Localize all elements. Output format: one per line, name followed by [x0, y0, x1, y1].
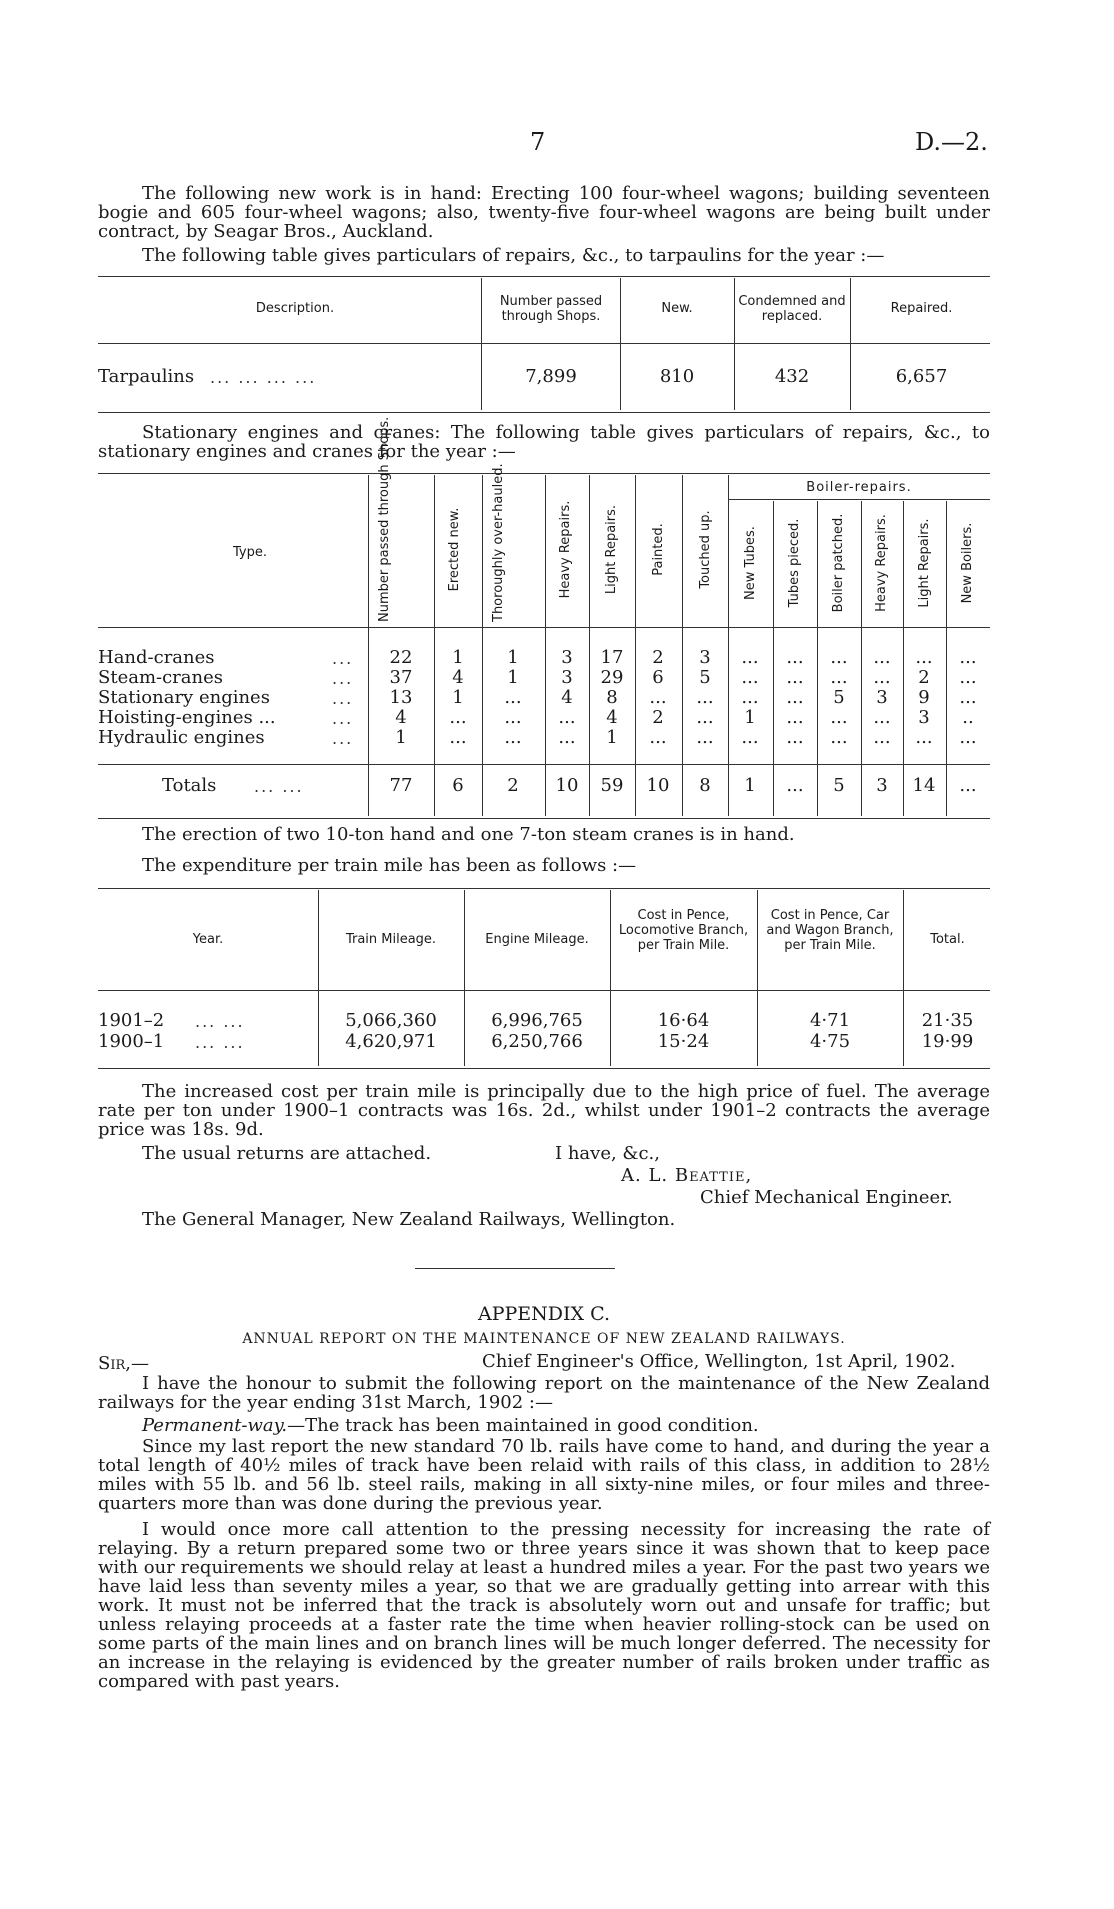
col-new-tubes: New Tubes.: [743, 526, 758, 600]
table-cell: 6: [652, 667, 664, 688]
table-cell: ...: [741, 687, 759, 708]
total-cost-cell: 21·35: [921, 1010, 974, 1031]
table-cell: ..: [962, 707, 974, 728]
col-cost-car: Cost in Pence, Car and Wagon Branch, per Train Mile.: [766, 908, 894, 953]
row-leader-dots: ...: [332, 689, 354, 708]
total-cell: 10: [555, 775, 579, 796]
table-cell: 3: [876, 687, 888, 708]
returns-note: The usual returns are attached.: [142, 1143, 432, 1164]
row-type-label: Hydraulic engines: [98, 727, 265, 748]
table-cell: ...: [786, 707, 804, 728]
col-boiler-patched: Boiler patched.: [831, 513, 846, 613]
row-type-label: Stationary engines: [98, 687, 270, 708]
table-cell: ...: [649, 687, 667, 708]
permanent-way-label: Permanent-way.: [142, 1415, 288, 1436]
table-cell: ...: [873, 707, 891, 728]
table-cell: 8: [606, 687, 618, 708]
table-cell: ...: [696, 687, 714, 708]
tarpaulin-intro: The following table gives particulars of repairs, &c., to tarpaulins for the year :—: [142, 245, 885, 266]
table-cell: 1: [507, 647, 519, 668]
col-train-mileage: Train Mileage.: [345, 932, 437, 947]
table-cell: 1: [507, 667, 519, 688]
total-cell: 5: [833, 775, 845, 796]
row-leader-dots: ... ...: [195, 1012, 245, 1031]
fuel-paragraph: The increased cost per train mile is principally due to the high price of fuel. The average rate per ton under 1900–1 contracts was 16s. 2d., whilst under 1901–2 contracts the average price was 18s. 9d.: [98, 1081, 990, 1140]
table-cell: ...: [696, 727, 714, 748]
table-cell: ...: [959, 647, 977, 668]
row-type-label: Hoisting-engines ...: [98, 707, 276, 728]
col-description: Description.: [255, 301, 335, 316]
total-cell: 1: [744, 775, 756, 796]
total-cell: 8: [699, 775, 711, 796]
year-cell: 1901–2: [98, 1010, 165, 1031]
col-type: Type.: [233, 545, 267, 560]
loco-cost-cell: 15·24: [657, 1031, 710, 1052]
appendix-paragraph-2: [98, 1416, 990, 1435]
col-number-passed-shops: Number passed through Shops.: [377, 416, 392, 622]
table-cell: 4: [452, 667, 464, 688]
car-cost-cell: 4·75: [809, 1031, 851, 1052]
tarp-new: 810: [659, 366, 695, 387]
table-cell: ...: [449, 727, 467, 748]
table-cell: ...: [873, 727, 891, 748]
table-cell: ...: [830, 667, 848, 688]
closing-salutation: I have, &c.,: [555, 1143, 660, 1164]
totals-label: Totals: [162, 775, 217, 796]
table-cell: 2: [652, 647, 664, 668]
col-new: New.: [661, 301, 693, 316]
col-touched-up: Touched up.: [698, 510, 713, 589]
train-mileage-cell: 4,620,971: [345, 1031, 437, 1052]
table-cell: 13: [389, 687, 413, 708]
table-cell: 3: [699, 647, 711, 668]
table-cell: 1: [744, 707, 756, 728]
signatory-title: Chief Mechanical Engineer.: [700, 1187, 953, 1208]
table-cell: ...: [649, 727, 667, 748]
table-cell: ...: [959, 667, 977, 688]
row-leader-dots: ...: [332, 709, 354, 728]
intro-paragraph: The following new work is in hand: Erecting 100 four-wheel wagons; building seventeen bogie and 605 four-wheel wagons; also, twenty-five four-wheel wagons are being built under contract, by Seagar Bros., Auckland.: [98, 183, 990, 242]
col-engine-mileage: Engine Mileage.: [485, 932, 589, 947]
train-mileage-cell: 5,066,360: [345, 1010, 437, 1031]
table-cell: ...: [449, 707, 467, 728]
col-total: Total.: [930, 932, 965, 947]
table-cell: ...: [873, 647, 891, 668]
total-cell: ...: [786, 775, 804, 796]
appendix-subtitle: ANNUAL REPORT ON THE MAINTENANCE OF NEW ZEALAND RAILWAYS.: [242, 1331, 846, 1347]
col-boiler-light-repairs: Light Repairs.: [917, 518, 932, 608]
table-cell: ...: [504, 707, 522, 728]
stationary-intro: Stationary engines and cranes: The following table gives particulars of repairs, &c., to stationary engines and cranes for the year :—: [98, 422, 990, 462]
row-leader-dots: ...: [332, 649, 354, 668]
row-type-label: Hand-cranes: [98, 647, 215, 668]
col-painted: Painted.: [651, 523, 666, 576]
table-cell: ...: [830, 707, 848, 728]
table-cell: ...: [873, 667, 891, 688]
table-cell: ...: [915, 647, 933, 668]
table-cell: 4: [606, 707, 618, 728]
col-number-passed: Number passed through Shops.: [499, 294, 603, 324]
appendix-paragraph-4: I would once more call attention to the pressing necessity for increasing the rate of relaying. By a return prepared some two or three years since it was shown that to keep pace with our requirements we should relay at least a hundred miles a year. For the past two years we have laid less than seventy miles a year, so that we are gradually getting into arrear with this work. It must not be inferred that the track is absolutely worn out and unsafe for traffic; but unless relaying proceeds at a faster rate the time when heavier rolling-stock can be used on some parts of the main lines and on branch lines will be much longer deferred. The necessity for an increase in the relaying is evidenced by the greater number of rails broken under traffic as compared with past years.: [98, 1519, 990, 1692]
table-cell: 3: [918, 707, 930, 728]
table-cell: 2: [918, 667, 930, 688]
table-cell: ...: [558, 727, 576, 748]
tarp-condemned: 432: [774, 366, 810, 387]
row-leader-dots: ... ...: [195, 1033, 245, 1052]
table-cell: 1: [395, 727, 407, 748]
table-cell: 5: [699, 667, 711, 688]
total-cell: 2: [507, 775, 519, 796]
document-code: D.—2.: [915, 128, 988, 156]
total-cell: 59: [600, 775, 624, 796]
table-cell: ...: [915, 727, 933, 748]
total-cell: 10: [646, 775, 670, 796]
engine-mileage-cell: 6,250,766: [491, 1031, 583, 1052]
table-cell: 3: [561, 647, 573, 668]
col-erected-new: Erected new.: [447, 507, 462, 592]
permanent-way-text: —The track has been maintained in good condition.: [287, 1415, 759, 1436]
table-cell: 17: [600, 647, 624, 668]
col-boiler-heavy-repairs: Heavy Repairs.: [874, 514, 889, 612]
total-cost-cell: 19·99: [921, 1031, 974, 1052]
tarp-repaired: 6,657: [895, 366, 948, 387]
table-cell: 4: [395, 707, 407, 728]
table-cell: ...: [959, 727, 977, 748]
table-cell: 22: [389, 647, 413, 668]
total-cell: 77: [389, 775, 413, 796]
appendix-title: APPENDIX C.: [478, 1303, 610, 1325]
table-cell: 2: [652, 707, 664, 728]
table-cell: 1: [452, 687, 464, 708]
car-cost-cell: 4·71: [809, 1010, 851, 1031]
tarp-number-passed: 7,899: [525, 366, 577, 387]
row-leader-dots: ...: [332, 729, 354, 748]
expenditure-intro: The expenditure per train mile has been as follows :—: [142, 855, 637, 876]
appendix-paragraph-3: Since my last report the new standard 70 lb. rails have come to hand, and during the year a total length of 40½ miles of track have been relaid with rails of this class, in addition to 28½ miles with 55 lb. and 56 lb. steel rails, making in all sixty-nine miles, or four miles and three-quarters more than was done during the previous year.: [98, 1436, 990, 1514]
col-heavy-repairs: Heavy Repairs.: [558, 500, 573, 599]
year-cell: 1900–1: [98, 1031, 165, 1052]
table-cell: ...: [741, 647, 759, 668]
col-tubes-pieced: Tubes pieced.: [787, 518, 802, 608]
table-cell: ...: [741, 727, 759, 748]
table-cell: ...: [830, 727, 848, 748]
total-cell: 6: [452, 775, 464, 796]
page-number: 7: [530, 128, 546, 156]
table-cell: ...: [558, 707, 576, 728]
tarpaulins-label: Tarpaulins: [98, 366, 195, 387]
row-type-label: Steam-cranes: [98, 667, 223, 688]
appendix-paragraph-1: I have the honour to submit the following report on the maintenance of the New Zealand railways for the year ending 31st March, 1902 :—: [98, 1373, 990, 1413]
section-divider: [415, 1268, 615, 1269]
erection-note: The erection of two 10-ton hand and one 7-ton steam cranes is in hand.: [142, 824, 795, 845]
table-cell: ...: [959, 687, 977, 708]
table-cell: 9: [918, 687, 930, 708]
table-cell: ...: [741, 667, 759, 688]
addressee: The General Manager, New Zealand Railways, Wellington.: [142, 1209, 676, 1230]
boiler-repairs-group: Boiler-repairs.: [806, 480, 912, 495]
table-cell: ...: [696, 707, 714, 728]
table-cell: 1: [452, 647, 464, 668]
row-leader-dots: ...: [332, 669, 354, 688]
table-cell: ...: [786, 727, 804, 748]
col-cost-loco: Cost in Pence, Locomotive Branch, per Train Mile.: [618, 908, 749, 953]
table-cell: 1: [606, 727, 618, 748]
total-cell: 3: [876, 775, 888, 796]
appendix-salutation: Sir,—: [98, 1353, 149, 1374]
table-cell: ...: [786, 667, 804, 688]
table-cell: 4: [561, 687, 573, 708]
col-new-boilers: New Boilers.: [960, 522, 975, 604]
table-cell: ...: [504, 727, 522, 748]
total-cell: ...: [959, 775, 977, 796]
row-leader-dots: ... ...: [254, 777, 304, 796]
table-cell: ...: [786, 687, 804, 708]
col-year: Year.: [192, 932, 224, 947]
col-repaired: Repaired.: [890, 301, 953, 316]
table-cell: 5: [833, 687, 845, 708]
table-cell: 3: [561, 667, 573, 688]
col-condemned: Condemned and replaced.: [738, 294, 846, 324]
col-thoroughly-overhauled: Thoroughly over-hauled.: [491, 463, 506, 622]
col-light-repairs: Light Repairs.: [604, 504, 619, 595]
table-cell: 29: [600, 667, 624, 688]
signatory-name: A. L. Beattie,: [621, 1165, 753, 1186]
total-cell: 14: [912, 775, 936, 796]
row-leader-dots: ... ... ... ...: [210, 368, 317, 387]
table-cell: ...: [830, 647, 848, 668]
table-cell: 37: [389, 667, 413, 688]
engine-mileage-cell: 6,996,765: [491, 1010, 583, 1031]
office-date: Chief Engineer's Office, Wellington, 1st April, 1902.: [482, 1351, 956, 1372]
loco-cost-cell: 16·64: [657, 1010, 710, 1031]
table-cell: ...: [786, 647, 804, 668]
table-cell: ...: [504, 687, 522, 708]
